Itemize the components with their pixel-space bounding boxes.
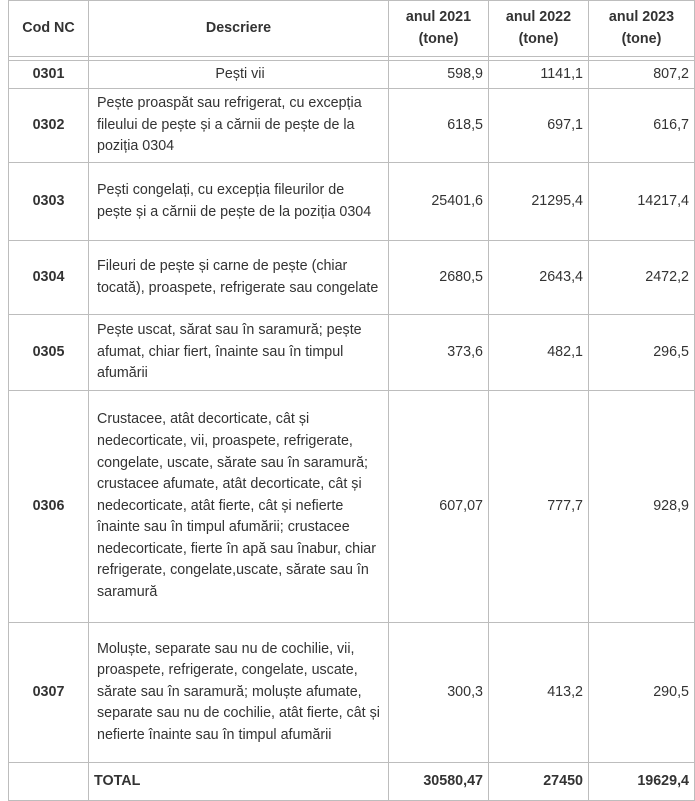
row-code: 0304 bbox=[9, 241, 89, 315]
row-2023: 2472,2 bbox=[589, 241, 695, 315]
total-2021: 30580,47 bbox=[389, 763, 489, 801]
row-2023: 290,5 bbox=[589, 623, 695, 763]
row-code: 0302 bbox=[9, 89, 89, 163]
header-code: Cod NC bbox=[9, 1, 89, 57]
row-code: 0305 bbox=[9, 315, 89, 391]
row-2021: 2680,5 bbox=[389, 241, 489, 315]
row-2021: 618,5 bbox=[389, 89, 489, 163]
total-2023: 19629,4 bbox=[589, 763, 695, 801]
fish-import-table bbox=[8, 0, 695, 801]
row-2022: 697,1 bbox=[489, 89, 589, 163]
row-description: Pește proaspăt sau refrigerat, cu excepția fileului de pește și a cărnii de pește de la poziția 0304 bbox=[89, 89, 389, 163]
row-description: Moluște, separate sau nu de cochilie, vii, proaspete, refrigerate, congelate, uscate, sărate sau în saramură; moluște afumate, separate sau nu de cochilie, atât fierte, cât și nefierte înainte sau în timpul afumării bbox=[89, 623, 389, 763]
row-description: Pești vii bbox=[89, 61, 389, 89]
row-2022: 1141,1 bbox=[489, 61, 589, 89]
header-2023: anul 2023 (tone) bbox=[589, 1, 695, 57]
row-2022: 482,1 bbox=[489, 315, 589, 391]
row-description: Crustacee, atât decorticate, cât și nedecorticate, vii, proaspete, refrigerate, congelate, uscate, sărate sau în saramură; crustacee afumate, atât decorticate, cât și nedecorticate, atât fierte, cât și nefierte înainte sau în timpul afumării; crustacee nedecorticate, fierte în apă sau înabur, chiar refrigerate, congelate,uscate, sărate sau în saramură bbox=[89, 391, 389, 623]
total-row bbox=[9, 763, 695, 801]
total-code bbox=[9, 763, 89, 801]
row-2022: 777,7 bbox=[489, 391, 589, 623]
row-2022: 21295,4 bbox=[489, 163, 589, 241]
row-2021: 25401,6 bbox=[389, 163, 489, 241]
row-2022: 413,2 bbox=[489, 623, 589, 763]
row-code: 0301 bbox=[9, 61, 89, 89]
row-2021: 607,07 bbox=[389, 391, 489, 623]
table-row bbox=[9, 391, 695, 623]
row-code: 0306 bbox=[9, 391, 89, 623]
row-2023: 616,7 bbox=[589, 89, 695, 163]
total-2022: 27450 bbox=[489, 763, 589, 801]
table-row bbox=[9, 89, 695, 163]
row-2021: 373,6 bbox=[389, 315, 489, 391]
table-row bbox=[9, 623, 695, 763]
header-2021: anul 2021 (tone) bbox=[389, 1, 489, 57]
table-row bbox=[9, 315, 695, 391]
header-row bbox=[9, 1, 695, 57]
row-2021: 300,3 bbox=[389, 623, 489, 763]
row-description: Pește uscat, sărat sau în saramură; pește afumat, chiar fiert, înainte sau în timpul afumării bbox=[89, 315, 389, 391]
row-description: Fileuri de pește și carne de pește (chiar tocată), proaspete, refrigerate sau congelate bbox=[89, 241, 389, 315]
table-row bbox=[9, 61, 695, 89]
row-2023: 807,2 bbox=[589, 61, 695, 89]
total-label: TOTAL bbox=[89, 763, 389, 801]
row-code: 0307 bbox=[9, 623, 89, 763]
header-2022: anul 2022 (tone) bbox=[489, 1, 589, 57]
row-description: Pești congelați, cu excepția fileurilor de pește și a cărnii de pește de la poziția 0304 bbox=[89, 163, 389, 241]
row-2023: 14217,4 bbox=[589, 163, 695, 241]
row-code: 0303 bbox=[9, 163, 89, 241]
row-2022: 2643,4 bbox=[489, 241, 589, 315]
header-description: Descriere bbox=[89, 1, 389, 57]
row-2021: 598,9 bbox=[389, 61, 489, 89]
row-2023: 928,9 bbox=[589, 391, 695, 623]
row-2023: 296,5 bbox=[589, 315, 695, 391]
table-row bbox=[9, 241, 695, 315]
table-row bbox=[9, 163, 695, 241]
